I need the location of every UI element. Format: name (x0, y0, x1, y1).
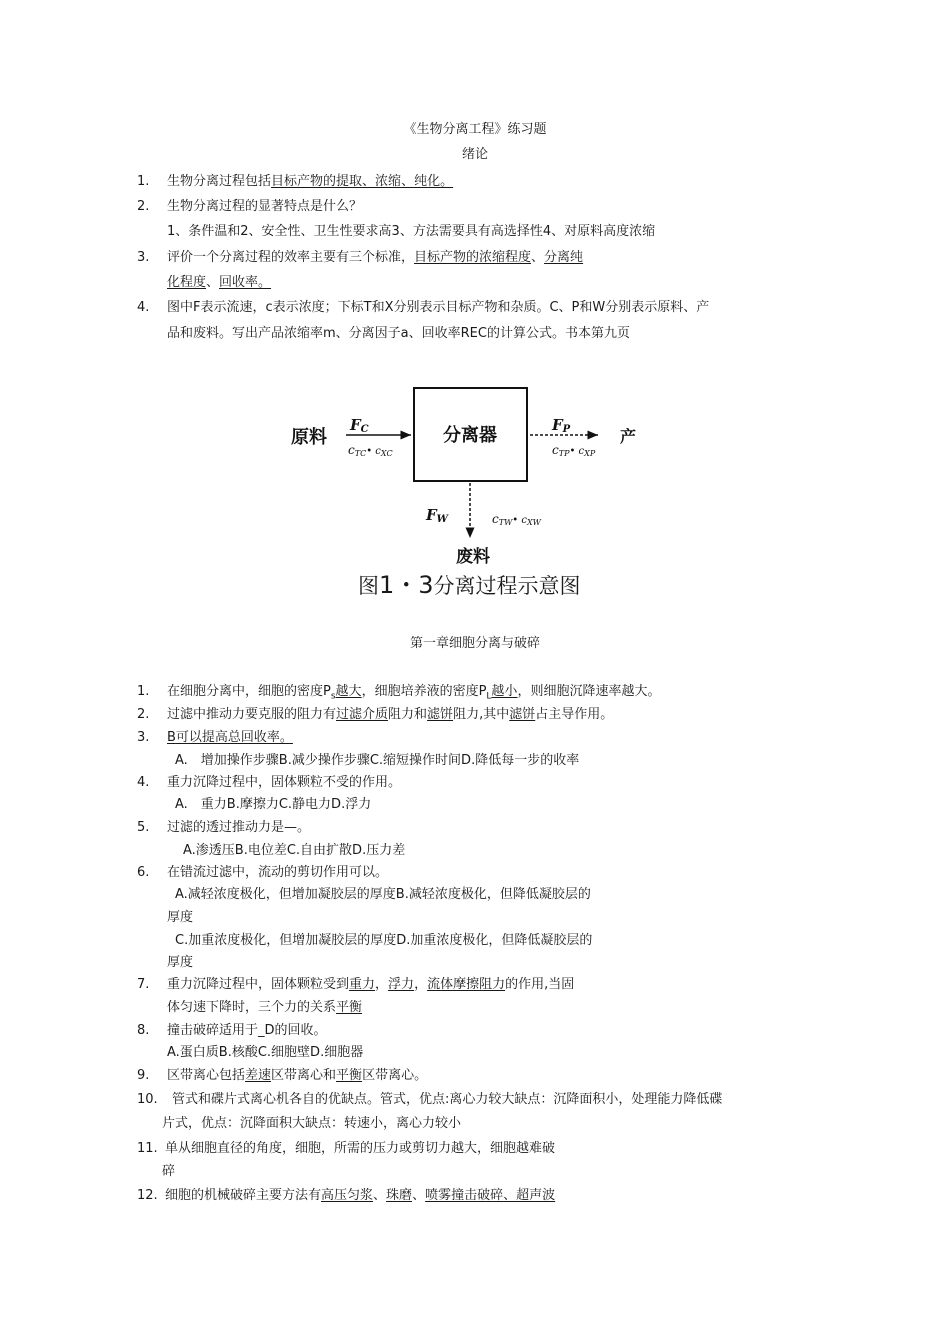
waste-concentration-label: cTW• cXW (492, 512, 541, 527)
waste-flow-label: FW (426, 506, 448, 525)
ch1-question-6-option-c-cont: 厚度 (167, 955, 194, 970)
question-number: 1. (137, 684, 150, 699)
ch1-question-6: 在错流过滤中，流动的剪切作用可以。 (167, 865, 389, 880)
question-number: 4. (137, 775, 150, 790)
section-heading-chapter1: 第一章细胞分离与破碎 (409, 636, 540, 651)
separation-process-diagram (280, 380, 660, 570)
question-number: 3. (137, 250, 150, 265)
intro-question-3-cont: 化程度、回收率。 (167, 275, 272, 290)
feed-label: 原料 (291, 427, 327, 448)
feed-concentration-label: cTC• cXC (348, 443, 393, 458)
question-number: 11. (137, 1141, 158, 1156)
question-number: 4. (137, 300, 150, 315)
intro-question-4-cont: 品和废料。写出产品浓缩率m、分离因子a、回收率REC的计算公式。书本第九页 (167, 326, 630, 341)
ch1-question-3: B可以提高总回收率。 (167, 730, 293, 745)
ch1-question-4-options: A. 重力B.摩擦力C.静电力D.浮力 (175, 797, 372, 812)
intro-question-4: 图中F表示流速，c表示浓度；下标T和X分别表示目标产物和杂质。C、P和W分别表示原料、产 (167, 300, 710, 315)
question-number: 9. (137, 1068, 150, 1083)
ch1-question-6-option-a: A.减轻浓度极化，但增加凝胶层的厚度B.减轻浓度极化，但降低凝胶层的 (175, 887, 591, 902)
figure-caption: 图1・3分离过程示意图 (358, 571, 581, 599)
question-number: 2. (137, 707, 150, 722)
question-number: 5. (137, 820, 150, 835)
product-concentration-label: cTP• cXP (552, 443, 596, 458)
document-title: 《生物分离工程》练习题 (403, 122, 547, 137)
ch1-question-5: 过滤的透过推动力是—。 (167, 820, 311, 835)
ch1-question-9: 区带离心包括差速区带离心和平衡区带离心。 (167, 1068, 428, 1083)
ch1-question-12: 细胞的机械破碎主要方法有高压匀浆、珠磨、喷雾撞击破碎、超声波 (165, 1188, 556, 1203)
intro-answer-2: 1、条件温和2、安全性、卫生性要求高3、方法需要具有高选择性4、对原料高度浓缩 (167, 224, 656, 239)
ch1-question-8: 撞击破碎适用于_D的回收。 (167, 1023, 327, 1038)
ch1-question-5-options: A.渗透压B.电位差C.自由扩散D.压力差 (183, 843, 406, 858)
ch1-question-6-option-c: C.加重浓度极化，但增加凝胶层的厚度D.加重浓度极化，但降低凝胶层的 (175, 933, 593, 948)
ch1-question-2: 过滤中推动力要克服的阻力有过滤介质阻力和滤饼阻力,其中滤饼占主导作用。 (167, 707, 614, 722)
question-number: 3. (137, 730, 150, 745)
ch1-question-4: 重力沉降过程中，固体颗粒不受的作用。 (167, 775, 402, 790)
separator-label: 分离器 (443, 425, 497, 446)
question-number: 6. (137, 865, 150, 880)
question-number: 12. (137, 1188, 158, 1203)
question-number: 8. (137, 1023, 150, 1038)
ch1-question-3-options: A. 增加操作步骤B.减少操作步骤C.缩短操作时间D.降低每一步的收率 (175, 753, 580, 768)
intro-question-1: 生物分离过程包括目标产物的提取、浓缩、纯化。 (167, 174, 454, 189)
ch1-question-1: 在细胞分离中，细胞的密度$P_s$越大，细胞培养液的密度$P_L$越小，则细胞沉降速率越大。 (167, 684, 661, 702)
ch1-question-10: 管式和碟片式离心机各自的优缺点。管式，优点:离心力较大缺点：沉降面积小，处理能力降低碟 (172, 1092, 723, 1107)
question-number: 1. (137, 174, 150, 189)
ch1-question-11-cont: 碎 (162, 1164, 176, 1179)
ch1-question-6-option-a-cont: 厚度 (167, 910, 194, 925)
ch1-question-7: 重力沉降过程中，固体颗粒受到重力，浮力，流体摩擦阻力的作用,当固 (167, 977, 575, 992)
ch1-question-7-cont: 体匀速下降时，三个力的关系平衡 (167, 1000, 363, 1015)
ch1-question-11: 单从细胞直径的角度，细胞，所需的压力或剪切力越大，细胞越难破 (165, 1141, 556, 1156)
feed-flow-label: FC (350, 416, 369, 435)
product-label: 产 (620, 427, 637, 446)
question-number: 10. (137, 1092, 158, 1107)
section-heading-intro: 绪论 (461, 147, 488, 162)
intro-question-2: 生物分离过程的显著特点是什么？ (167, 199, 363, 214)
product-flow-label: FP (552, 416, 571, 435)
question-number: 2. (137, 199, 150, 214)
waste-label: 废料 (456, 547, 490, 567)
ch1-question-8-options: A.蛋白质B.核酸C.细胞壁D.细胞器 (167, 1045, 364, 1060)
question-number: 7. (137, 977, 150, 992)
intro-question-3: 评价一个分离过程的效率主要有三个标准，目标产物的浓缩程度、分离纯 (167, 250, 584, 265)
ch1-question-10-cont: 片式，优点：沉降面积大缺点：转速小，离心力较小 (162, 1116, 462, 1131)
